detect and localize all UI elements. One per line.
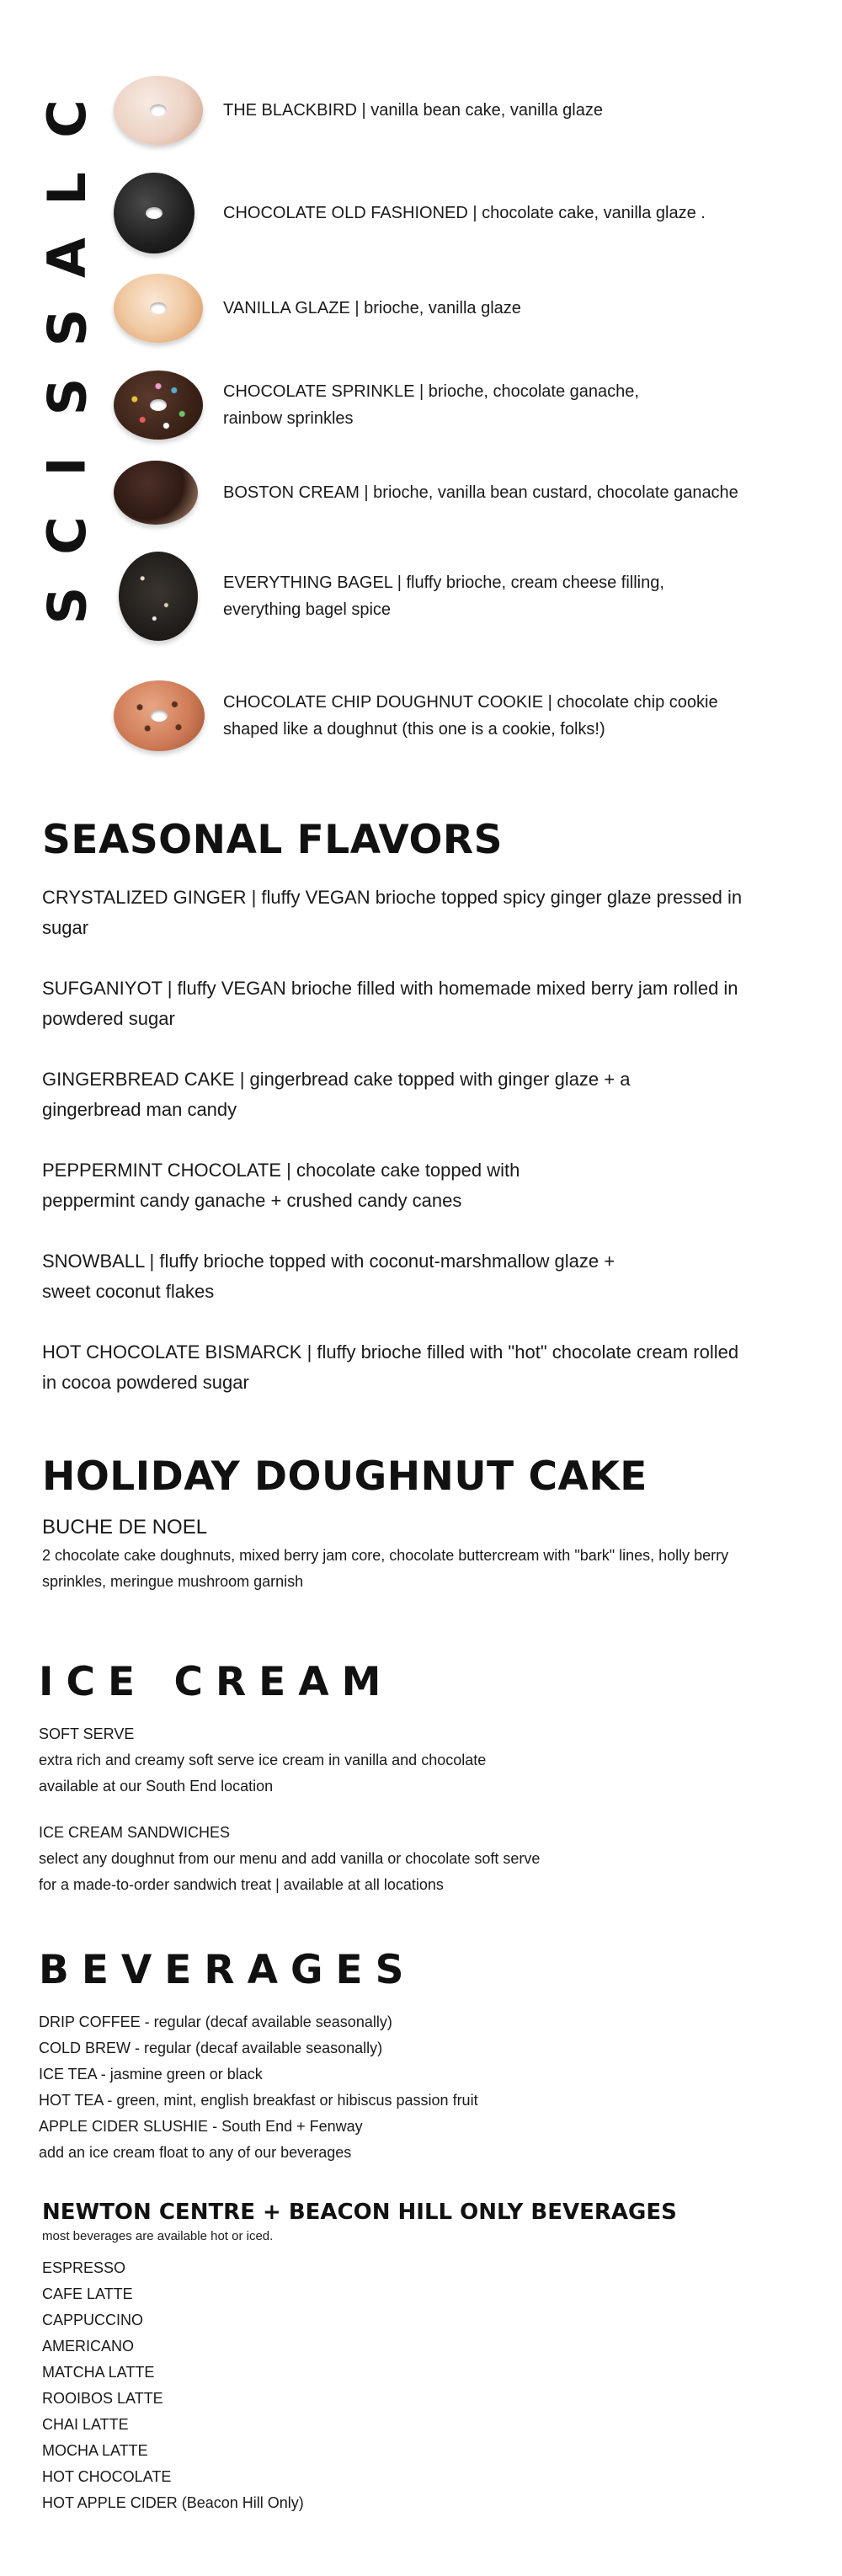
ice-cream-item-line: for a made-to-order sandwich treat | available at all locations bbox=[39, 1875, 444, 1893]
classics-title-letter: I bbox=[35, 456, 98, 477]
ice-cream-section bbox=[39, 1661, 808, 1898]
classics-title-letter: A bbox=[35, 237, 98, 279]
classic-item-text: CHOCOLATE SPRINKLE | brioche, chocolate ganache, rainbow sprinkles bbox=[223, 382, 639, 428]
classic-item bbox=[114, 371, 695, 440]
classic-item-text: BOSTON CREAM | brioche, vanilla bean custard, chocolate ganache bbox=[223, 483, 738, 502]
newton-beverage-item: ROOIBOS LATTE bbox=[42, 2390, 163, 2407]
classics-title-letter: C bbox=[35, 99, 98, 138]
ice-cream-item-name: SOFT SERVE bbox=[39, 1725, 135, 1742]
holiday-item-name: BUCHE DE NOEL bbox=[42, 1515, 208, 1539]
classic-item bbox=[114, 76, 796, 145]
classic-item bbox=[114, 552, 711, 641]
classic-item-text: EVERYTHING BAGEL | fluffy brioche, cream cheese filling, everything bagel spice bbox=[223, 573, 664, 619]
beverage-item: add an ice cream float to any of our beverages bbox=[39, 2143, 352, 2161]
classic-item-text: VANILLA GLAZE | brioche, vanilla glaze bbox=[223, 299, 521, 317]
seasonal-title: SEASONAL FLAVORS bbox=[42, 817, 503, 863]
classic-item bbox=[114, 461, 796, 525]
classics-title bbox=[25, 93, 109, 632]
beverage-item: ICE TEA - jasmine green or black bbox=[39, 2065, 263, 2083]
newton-beacon-title: NEWTON CENTRE + BEACON HILL ONLY BEVERAGES bbox=[42, 2200, 677, 2225]
chocolate-sprinkle-doughnut-image bbox=[114, 371, 203, 440]
newton-beverage-item: MOCHA LATTE bbox=[42, 2442, 148, 2459]
ice-cream-item-line: available at our South End location bbox=[39, 1777, 274, 1795]
vanilla-glaze-doughnut-image bbox=[114, 274, 203, 343]
classics-title-letter: C bbox=[35, 516, 98, 556]
newton-beacon-section bbox=[42, 2200, 808, 2516]
seasonal-item: SNOWBALL | fluffy brioche topped with coconut-marshmallow glaze + sweet coconut flakes bbox=[42, 1250, 616, 1302]
newton-beverage-item: AMERICANO bbox=[42, 2338, 135, 2355]
ice-cream-item-line: select any doughnut from our menu and add vanilla or chocolate soft serve bbox=[39, 1849, 541, 1867]
classic-item-text: THE BLACKBIRD | vanilla bean cake, vanilla glaze bbox=[223, 101, 603, 120]
classics-title-letter: S bbox=[36, 377, 98, 416]
boston-cream-doughnut-image bbox=[114, 461, 198, 525]
classics-title-letter: S bbox=[36, 586, 98, 625]
beverage-item: DRIP COFFEE - regular (decaf available seasonally) bbox=[39, 2013, 392, 2030]
beverage-item: COLD BREW - regular (decaf available seasonally) bbox=[39, 2039, 383, 2056]
classic-item-text: CHOCOLATE CHIP DOUGHNUT COOKIE | chocolate chip cookie shaped like a doughnut (this one is a cookie, folks!) bbox=[223, 693, 718, 739]
chocolate-old-fashioned-doughnut-image bbox=[114, 173, 195, 253]
holiday-section bbox=[42, 1455, 808, 1595]
classics-title-letter: S bbox=[36, 308, 98, 347]
newton-beverage-item: MATCHA LATTE bbox=[42, 2364, 155, 2381]
blackbird-doughnut-image bbox=[114, 76, 203, 145]
seasonal-section bbox=[42, 819, 808, 1398]
holiday-item-description: 2 chocolate cake doughnuts, mixed berry jam core, chocolate buttercream with "bark" lines, holly berry sprinkles, meringue mushroom garnish bbox=[42, 1546, 729, 1590]
ice-cream-title: ICE CREAM bbox=[39, 1659, 394, 1705]
classic-item bbox=[114, 680, 745, 751]
newton-beverage-item: CAFE LATTE bbox=[42, 2285, 133, 2302]
seasonal-item: PEPPERMINT CHOCOLATE | chocolate cake topped with peppermint candy ganache + crushed candy canes bbox=[42, 1159, 520, 1211]
beverages-title: BEVERAGES bbox=[39, 1947, 417, 1993]
beverages-section bbox=[39, 1949, 808, 2166]
everything-bagel-doughnut-image bbox=[119, 552, 198, 641]
classic-item bbox=[114, 173, 796, 253]
seasonal-item: GINGERBREAD CAKE | gingerbread cake topped with ginger glaze + a gingerbread man candy bbox=[42, 1068, 631, 1120]
newton-beverage-item: CAPPUCCINO bbox=[42, 2312, 144, 2328]
classic-item bbox=[114, 274, 796, 343]
seasonal-item: HOT CHOCOLATE BISMARCK | fluffy brioche filled with "hot" chocolate cream rolled in cocoa powdered sugar bbox=[42, 1341, 739, 1393]
seasonal-item: CRYSTALIZED GINGER | fluffy VEGAN brioche topped spicy ginger glaze pressed in sugar bbox=[42, 886, 743, 938]
ice-cream-item-name: ICE CREAM SANDWICHES bbox=[39, 1823, 231, 1841]
newton-beacon-note: most beverages are available hot or iced. bbox=[42, 2229, 274, 2243]
seasonal-item: SUFGANIYOT | fluffy VEGAN brioche filled with homemade mixed berry jam rolled in powdered sugar bbox=[42, 977, 738, 1029]
newton-beverage-item: HOT APPLE CIDER (Beacon Hill Only) bbox=[42, 2494, 304, 2511]
ice-cream-item bbox=[39, 1820, 808, 1898]
beverage-item: HOT TEA - green, mint, english breakfast or hibiscus passion fruit bbox=[39, 2091, 478, 2109]
ice-cream-item-line: extra rich and creamy soft serve ice cream in vanilla and chocolate bbox=[39, 1751, 487, 1768]
ice-cream-item bbox=[39, 1721, 808, 1800]
newton-beverage-item: ESPRESSO bbox=[42, 2259, 126, 2276]
newton-beverage-item: HOT CHOCOLATE bbox=[42, 2468, 172, 2485]
holiday-title: HOLIDAY DOUGHNUT CAKE bbox=[42, 1453, 647, 1500]
chocolate-chip-doughnut-cookie-image bbox=[114, 680, 205, 751]
beverage-item: APPLE CIDER SLUSHIE - South End + Fenway bbox=[39, 2117, 363, 2135]
classics-title-letter: L bbox=[35, 171, 98, 205]
classic-item-text: CHOCOLATE OLD FASHIONED | chocolate cake, vanilla glaze . bbox=[223, 204, 706, 222]
newton-beverage-item: CHAI LATTE bbox=[42, 2416, 129, 2433]
